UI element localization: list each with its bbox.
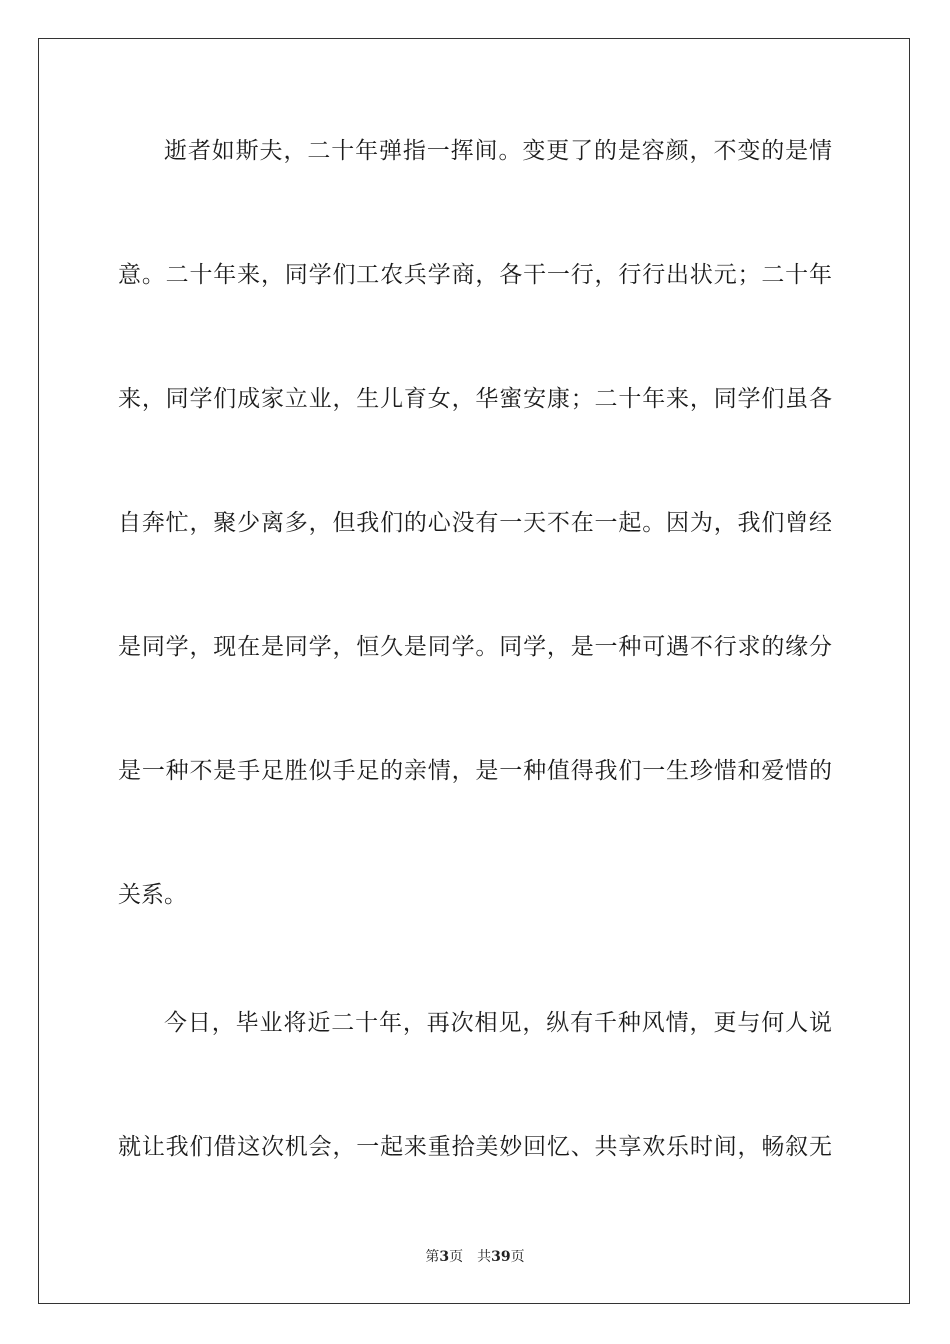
paragraph-1-line-2: 意。二十年来，同学们工农兵学商，各干一行，行行出状元；二十年 (118, 262, 832, 288)
page-border (38, 38, 910, 1304)
paragraph-1-line-6: 是一种不是手足胜似手足的亲情，是一种值得我们一生珍惜和爱惜的 (118, 758, 832, 784)
total-suffix: 页 (510, 1249, 525, 1265)
page-total: 39 (491, 1249, 511, 1265)
page-suffix: 页 (449, 1249, 464, 1265)
paragraph-1-line-4: 自奔忙，聚少离多，但我们的心没有一天不在一起。因为，我们曾经 (118, 510, 832, 536)
page-footer (0, 1248, 950, 1266)
paragraph-2-line-1: 今日，毕业将近二十年，再次相见，纵有千种风情，更与何人说 (164, 1010, 832, 1036)
paragraph-1-line-3: 来，同学们成家立业，生儿育女，华蜜安康；二十年来，同学们虽各 (118, 386, 832, 412)
page-prefix: 第 (425, 1249, 440, 1265)
page-current: 3 (439, 1249, 450, 1265)
total-prefix: 共 (477, 1249, 492, 1265)
paragraph-1-line-5: 是同学，现在是同学，恒久是同学。同学，是一种可遇不行求的缘分 (118, 634, 832, 660)
paragraph-1-line-7: 关系。 (118, 882, 187, 908)
paragraph-1-line-1: 逝者如斯夫，二十年弹指一挥间。变更了的是容颜，不变的是情 (164, 138, 832, 164)
paragraph-2-line-2: 就让我们借这次机会，一起来重拾美妙回忆、共享欢乐时间，畅叙无 (118, 1134, 832, 1160)
